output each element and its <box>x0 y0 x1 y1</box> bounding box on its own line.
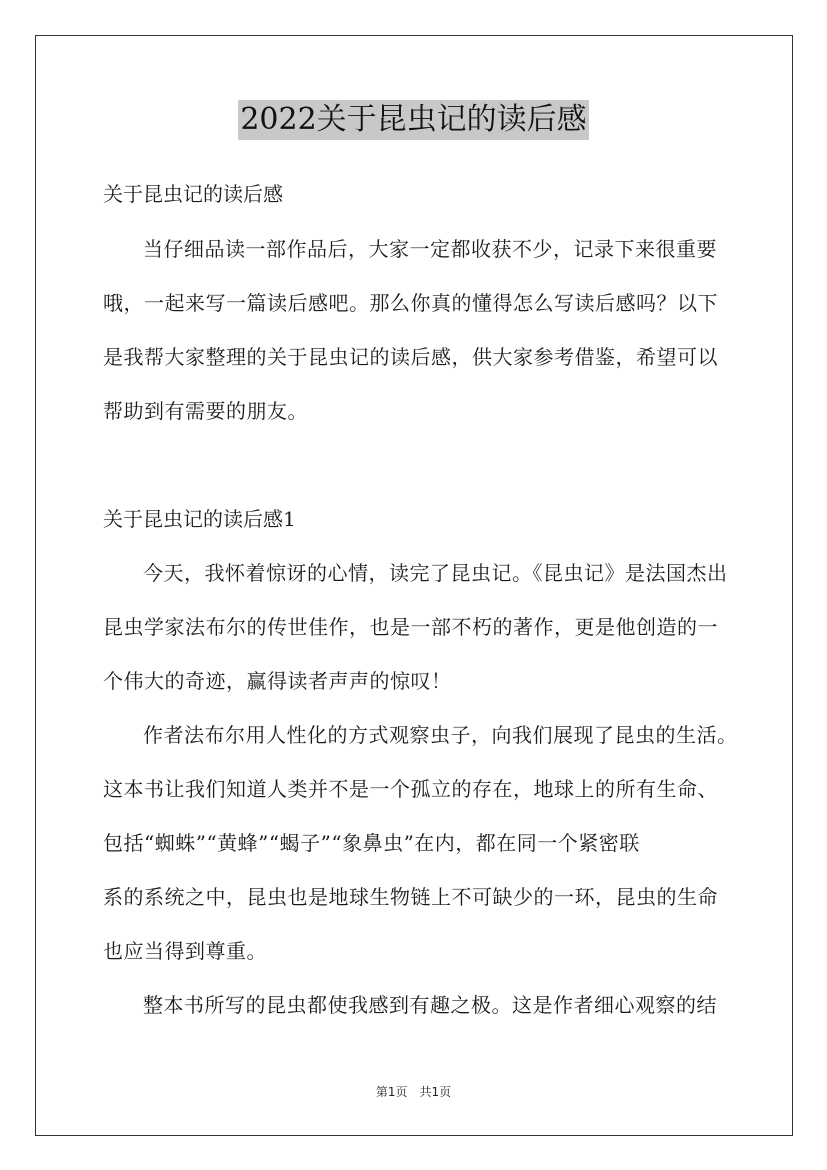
paragraph-line: 昆虫学家法布尔的传世佳作，也是一部不朽的著作，更是他创造的一 <box>103 615 718 639</box>
page-footer: 第1页 共1页 <box>375 1085 452 1099</box>
paragraph-line: 整本书所写的昆虫都使我感到有趣之极。这是作者细心观察的结 <box>143 993 717 1017</box>
document-title: 2022关于昆虫记的读后感 <box>238 100 588 140</box>
paragraph-line: 作者法布尔用人性化的方式观察虫子，向我们展现了昆虫的生活。 <box>143 723 738 747</box>
intro-line: 当仔细品读一部作品后，大家一定都收获不少，记录下来很重要 <box>143 237 717 261</box>
title-container <box>0 100 827 140</box>
intro-heading: 关于昆虫记的读后感 <box>103 182 283 206</box>
intro-line: 帮助到有需要的朋友。 <box>103 399 308 423</box>
intro-line: 哦，一起来写一篇读后感吧。那么你真的懂得怎么写读后感吗？以下 <box>103 291 718 315</box>
paragraph-line: 这本书让我们知道人类并不是一个孤立的存在，地球上的所有生命、 <box>103 777 718 801</box>
paragraph-line: 今天，我怀着惊讶的心情，读完了昆虫记。《昆虫记》是法国杰出 <box>143 561 728 585</box>
intro-line: 是我帮大家整理的关于昆虫记的读后感，供大家参考借鉴，希望可以 <box>103 345 718 369</box>
paragraph-line: 系的系统之中，昆虫也是地球生物链上不可缺少的一环，昆虫的生命 <box>103 885 718 909</box>
section-heading: 关于昆虫记的读后感1 <box>103 507 296 531</box>
paragraph-line: 也应当得到尊重。 <box>103 939 267 963</box>
paragraph-line: 包括“蜘蛛”“黄蜂”“蝎子”“象鼻虫”在内，都在同一个紧密联 <box>103 831 640 855</box>
paragraph-line: 个伟大的奇迹，赢得读者声声的惊叹！ <box>103 669 452 693</box>
